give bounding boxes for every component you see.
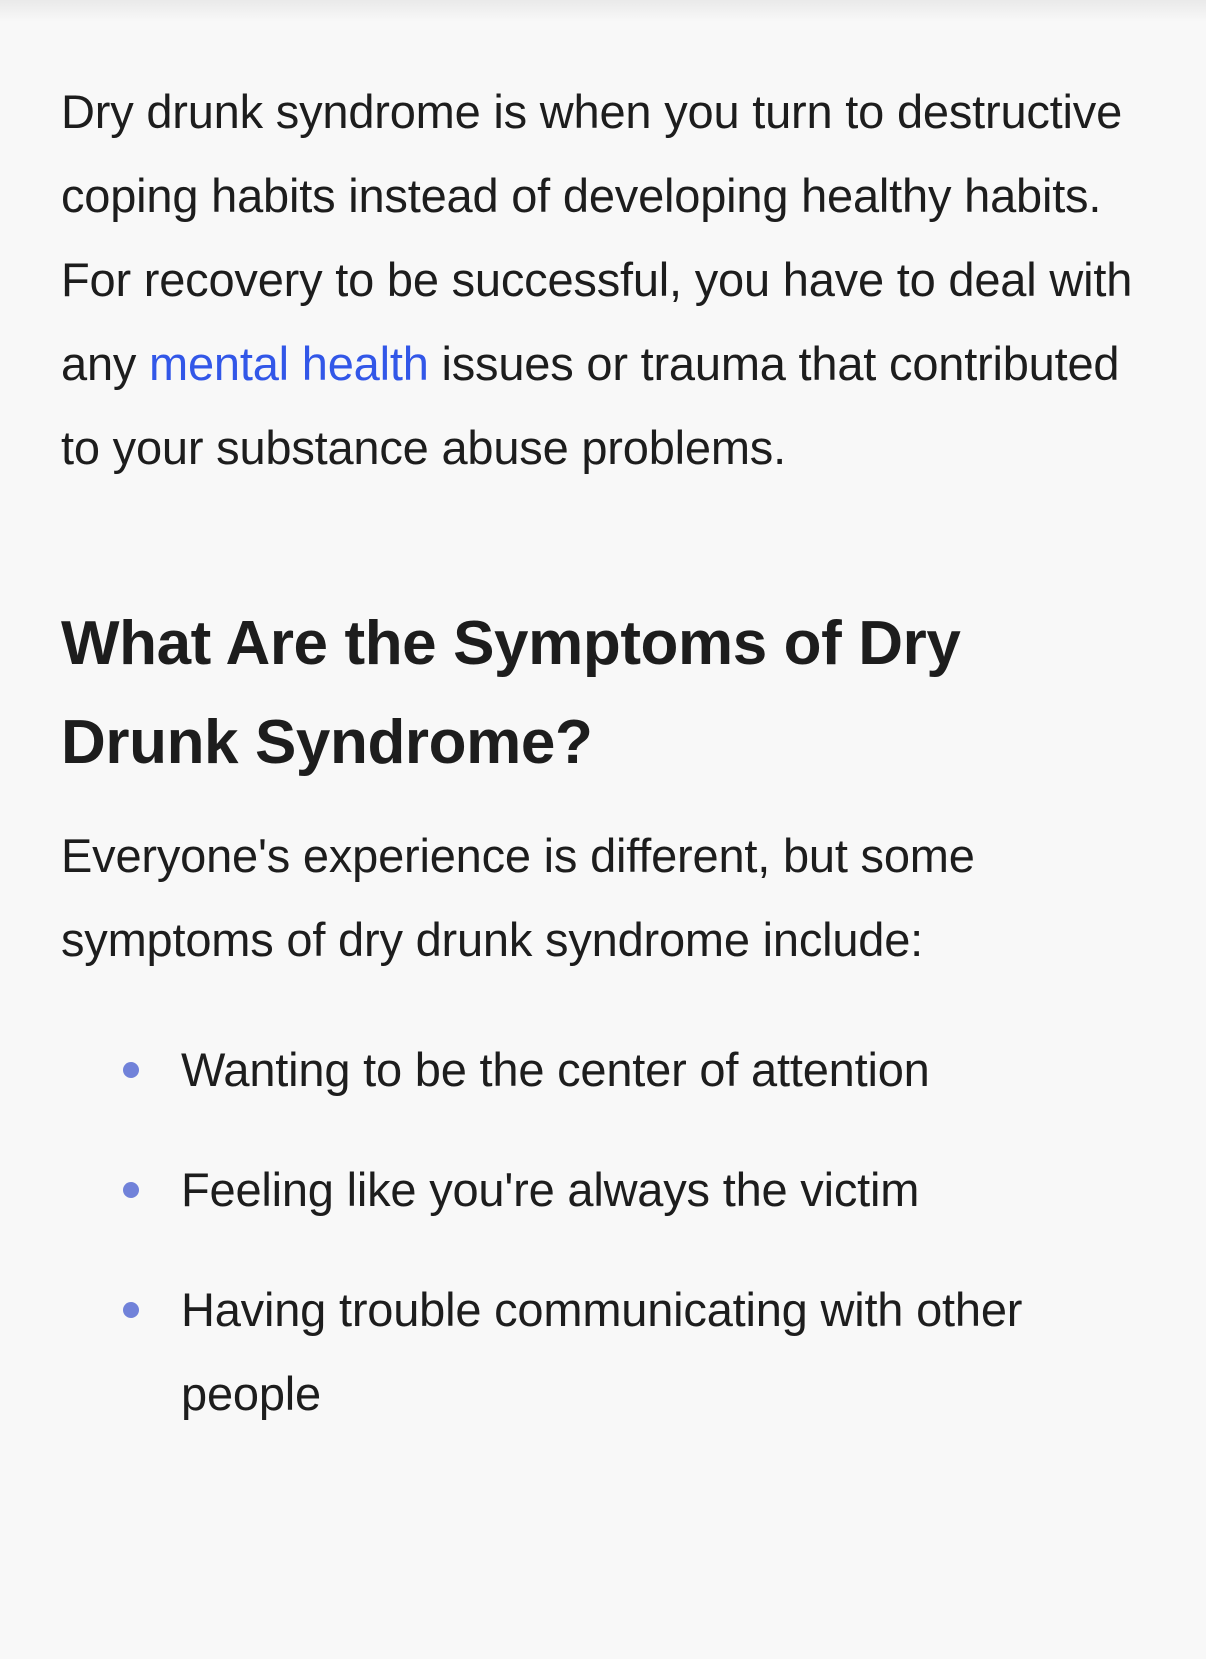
symptoms-heading: What Are the Symptoms of Dry Drunk Syndrome? [61, 609, 961, 777]
intro-paragraph [61, 70, 1141, 490]
top-shadow [0, 0, 1206, 22]
intro-text-after-link: issues or trauma that contributed to your substance abuse problems. [61, 337, 1120, 474]
symptom-text: Wanting to be the center of attention [181, 1043, 930, 1096]
bullet-icon [123, 1062, 139, 1078]
symptom-item-communicating [61, 1268, 1141, 1436]
intro-text-before-link: Dry drunk syndrome is when you turn to destructive coping habits instead of developing healthy habits. For recovery to be successful, you have to deal with any [61, 85, 1133, 390]
article-content [61, 70, 1141, 1472]
symptom-item-victim [61, 1148, 1141, 1232]
symptom-text: Feeling like you're always the victim [181, 1163, 920, 1216]
symptom-item-attention [61, 1028, 1141, 1112]
symptoms-intro: Everyone's experience is different, but some symptoms of dry drunk syndrome include: [61, 829, 975, 966]
bullet-icon [123, 1182, 139, 1198]
bullet-icon [123, 1302, 139, 1318]
symptom-text: Having trouble communicating with other people [181, 1283, 1023, 1420]
mental-health-link[interactable]: mental health [149, 337, 429, 390]
symptoms-list [61, 1028, 1141, 1436]
